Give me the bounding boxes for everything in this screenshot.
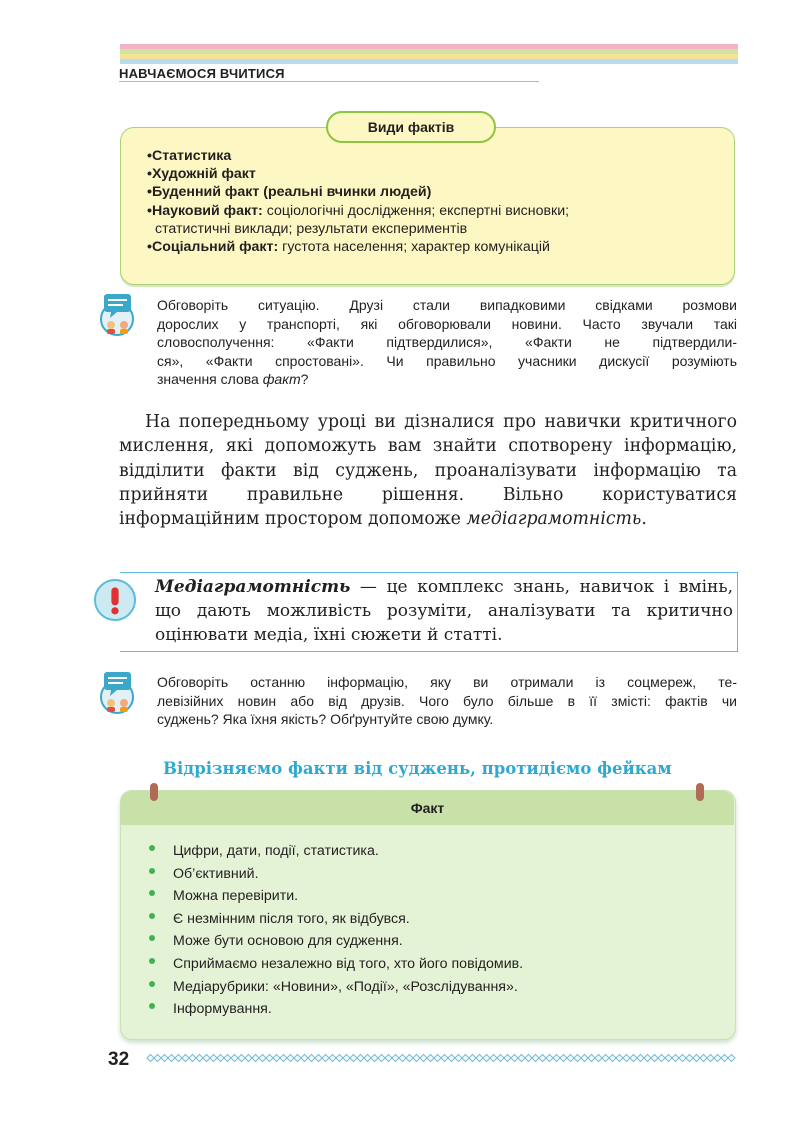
section-title: Відрізняємо факти від суджень, протидіємо фейкам: [163, 759, 672, 778]
discussion-icon: [97, 292, 137, 336]
list-item: Є незмінним після того, як відбувся.: [146, 908, 523, 931]
header-divider: [119, 81, 539, 82]
list-item: Медіарубрики: «Новини», «Події», «Розслідування».: [146, 976, 523, 999]
header-stripe-blue: [120, 59, 738, 64]
fact-list: [146, 840, 523, 1021]
list-item: статистичні виклади; результати експериментів: [155, 220, 468, 237]
list-item: Можна перевірити.: [146, 885, 523, 908]
list-item: •Науковий факт: соціологічні дослідження; експертні висновки;: [147, 202, 570, 219]
discussion-icon: [97, 670, 137, 714]
decorative-chain-border: [145, 1052, 737, 1064]
list-item: Сприймаємо незалежно від того, хто його повідомив.: [146, 953, 523, 976]
list-item: •Статистика: [147, 148, 232, 164]
list-item: Може бути основою для судження.: [146, 930, 523, 953]
list-item: •Художній факт: [147, 166, 256, 183]
list-item: •Соціальний факт: густота населення; характер комунікацій: [147, 239, 550, 256]
list-item: Об’єктивний.: [146, 863, 523, 886]
facts-types-list: [147, 147, 727, 256]
main-paragraph: На попередньому уроці ви дізналися про навички критичного мислення, які допоможуть вам знайти спотворену інформацію, відділити факти від суджень, проаналізувати інформацію та прийняти правильне рішення. Вільно користуватися інформаційним простором допоможе медіаграмотність.: [119, 412, 737, 530]
list-item: •Буденний факт (реальні вчинки людей): [147, 184, 432, 201]
list-item: Інформування.: [146, 998, 523, 1021]
definition-text: Медіаграмотність — це комплекс знань, навичок і вмінь, що дають можливість розуміти, аналізувати та критично оцінювати медіа, їхні сюжети й статті.: [155, 577, 733, 645]
pin-right: [696, 783, 704, 801]
pin-left: [150, 783, 158, 801]
page-number: 32: [108, 1049, 130, 1070]
discussion-1-text: Обговоріть ситуацію. Друзі стали випадковими свідками розмови дорослих у транспорті, які обговорювали новини. Часто звучали такі словосполучення: «Факти підтвердилися», «Факти не підтвердили- ся», «Факти спростовані». Чи правильно учасники дискусії розуміють значення слова факт?: [157, 297, 737, 388]
running-header: НАВЧАЄМОСЯ ВЧИТИСЯ: [119, 66, 285, 81]
discussion-2-text: Обговоріть останню інформацію, яку ви отримали із соцмереж, те- левізійних новин або від друзів. Чого було більше в її змісті: фактів чи суджень? Яка їхня якість? Обґрунтуйте свою думку.: [157, 674, 737, 728]
exclamation-icon: [94, 579, 136, 621]
facts-types-title: Види фактів: [326, 111, 496, 143]
fact-card-header: Факт: [121, 791, 734, 825]
list-item: Цифри, дати, події, статистика.: [146, 840, 523, 863]
